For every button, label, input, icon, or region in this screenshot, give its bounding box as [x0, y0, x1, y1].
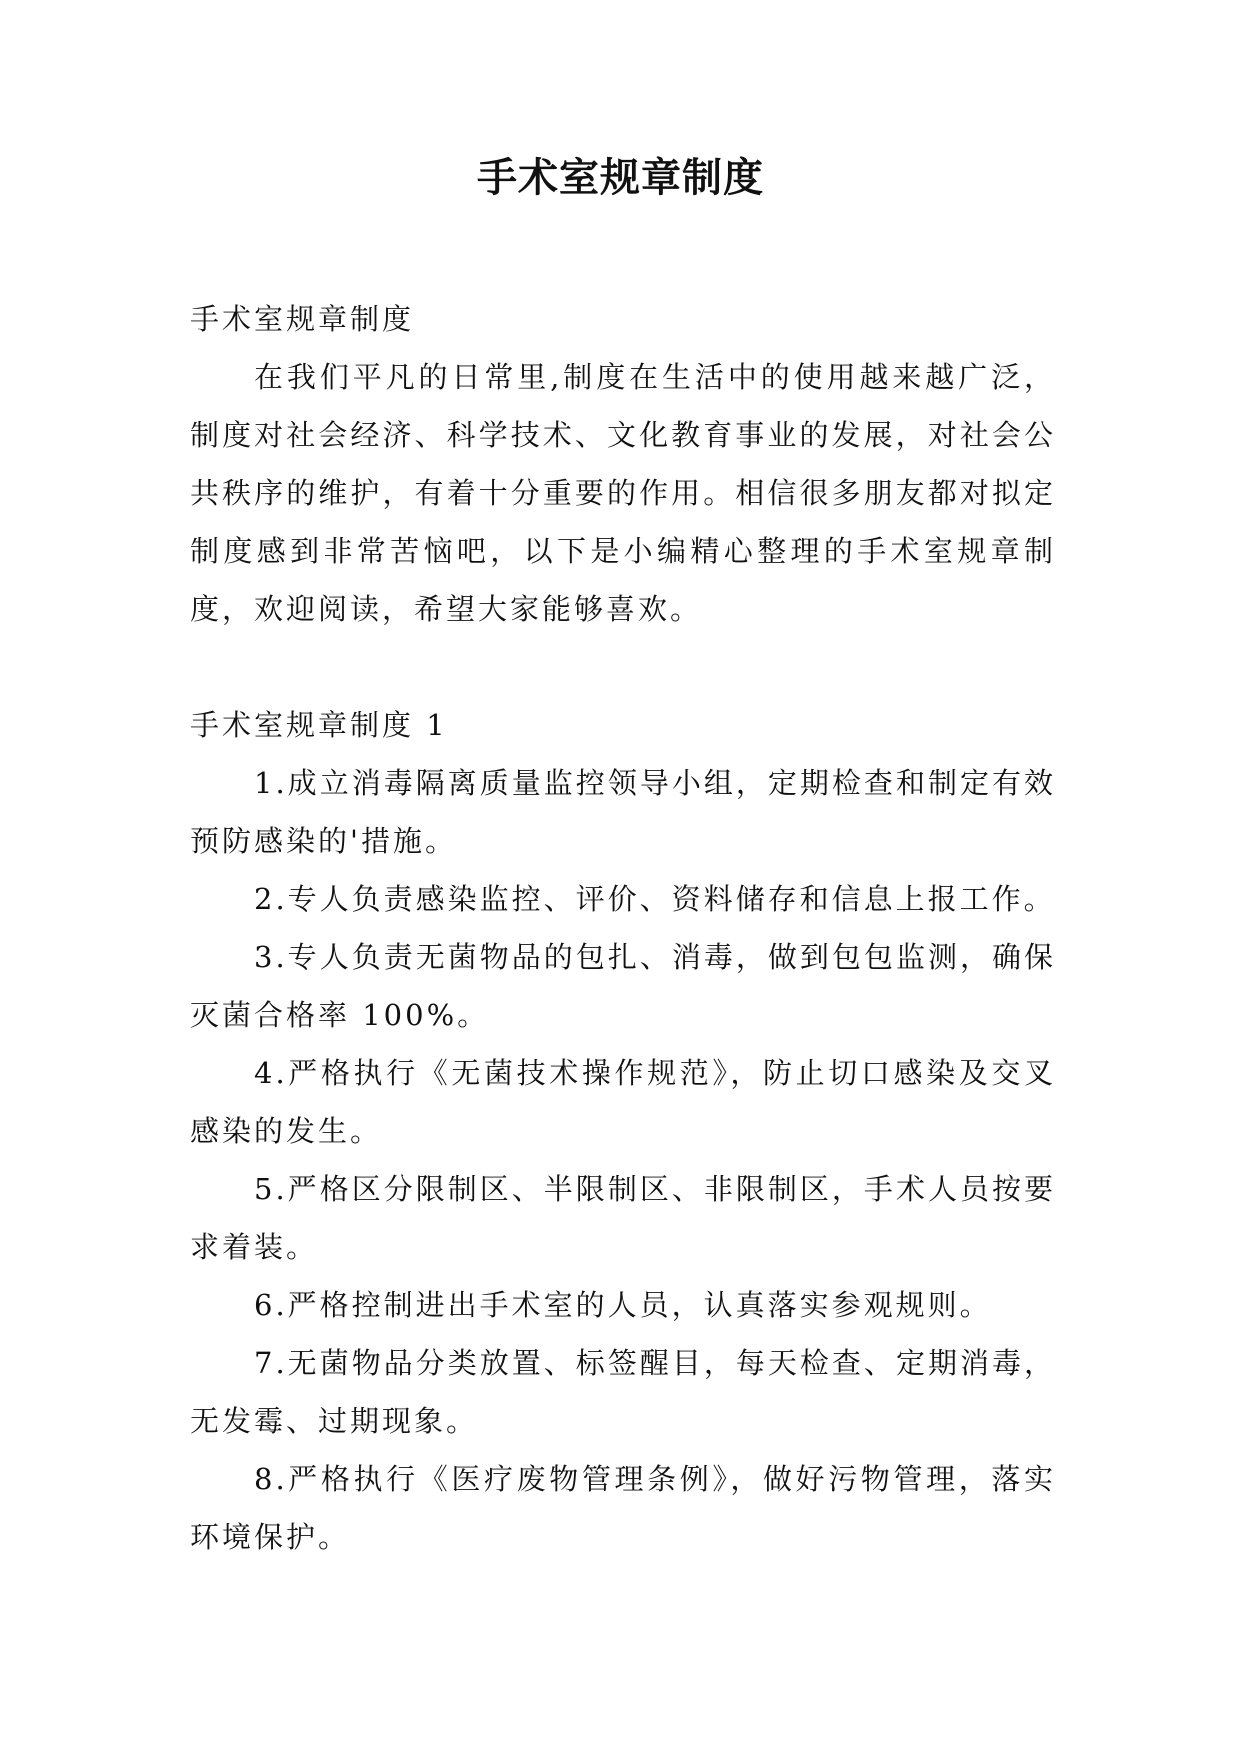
document-body [190, 290, 1056, 1566]
list-item: 8.严格执行《医疗废物管理条例》，做好污物管理，落实环境保护。 [190, 1462, 1056, 1554]
list-item: 4.严格执行《无菌技术操作规范》，防止切口感染及交叉感染的发生。 [190, 1056, 1056, 1148]
section-heading: 手术室规章制度 1 [190, 708, 448, 742]
list-item: 5.严格区分限制区、半限制区、非限制区，手术人员按要求着装。 [190, 1172, 1056, 1264]
document-title: 手术室规章制度 [477, 155, 764, 201]
list-item: 3.专人负责无菌物品的包扎、消毒，做到包包监测，确保灭菌合格率 100%。 [190, 940, 1056, 1032]
list-item: 1.成立消毒隔离质量监控领导小组，定期检查和制定有效预防感染的'措施。 [190, 766, 1056, 858]
paragraph-spacer [190, 638, 1056, 696]
list-item: 2.专人负责感染监控、评价、资料储存和信息上报工作。 [254, 882, 1056, 916]
list-item: 7.无菌物品分类放置、标签醒目，每天检查、定期消毒，无发霉、过期现象。 [190, 1346, 1056, 1438]
intro-paragraph: 在我们平凡的日常里,制度在生活中的使用越来越广泛，制度对社会经济、科学技术、文化教育事业的发展，对社会公共秩序的维护，有着十分重要的作用。相信很多朋友都对拟定制度感到非常苦恼吧，以下是小编精心整理的手术室规章制度，欢迎阅读，希望大家能够喜欢。 [190, 360, 1056, 626]
list-item: 6.严格控制进出手术室的人员，认真落实参观规则。 [254, 1288, 992, 1322]
section-subtitle: 手术室规章制度 [190, 302, 415, 336]
